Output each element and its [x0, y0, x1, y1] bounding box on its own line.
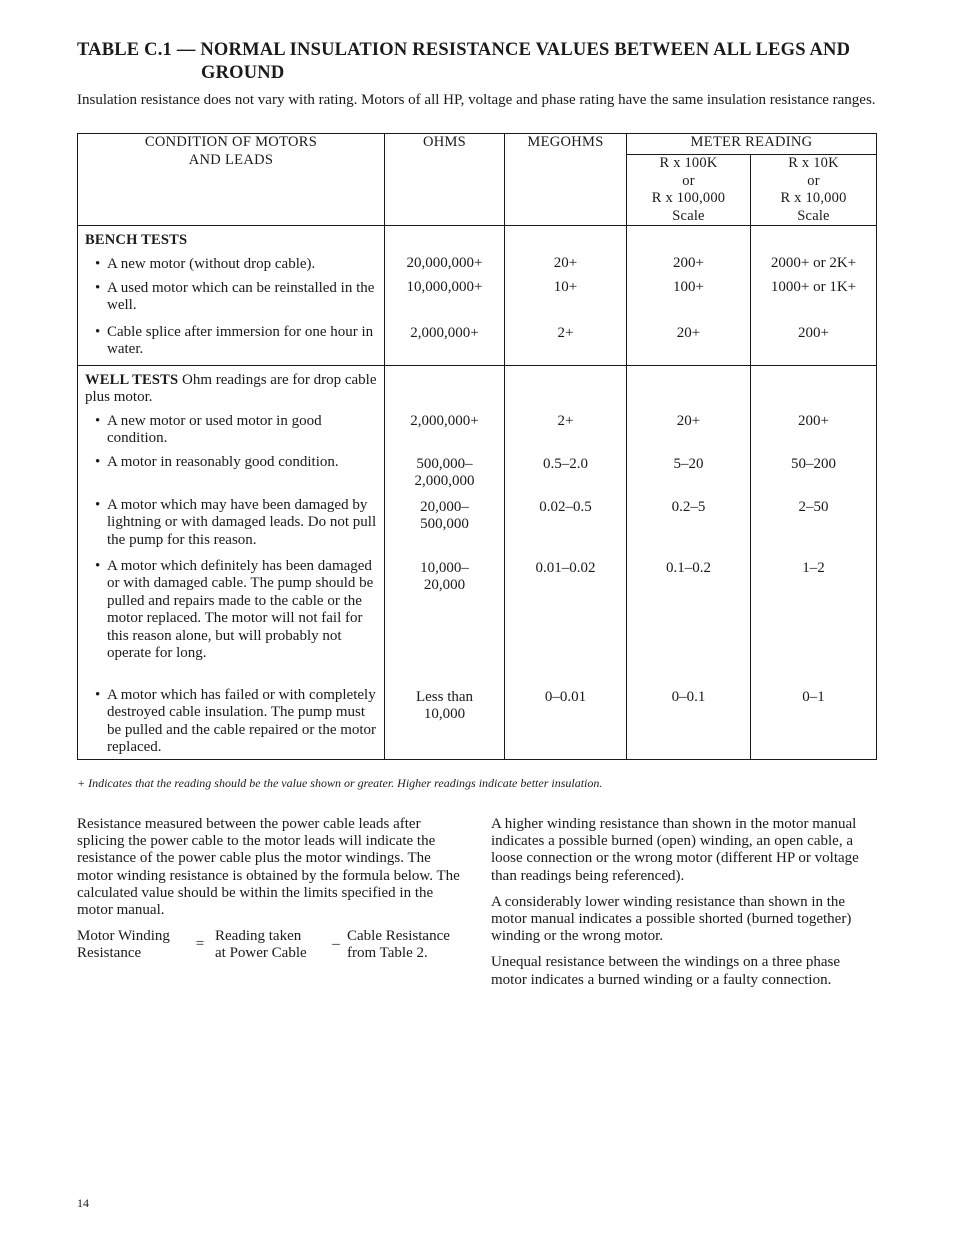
header-r100k-line4: Scale — [672, 207, 705, 224]
value-cell: 10+ — [553, 279, 578, 295]
well-item: • A motor which may have been damaged by lightning or with damaged leads. Do not pull the pump for this reason. — [95, 496, 377, 548]
right-column — [491, 816, 877, 998]
bench-ohms-cell — [385, 226, 505, 366]
value-cell: 2000+ or 2K+ — [770, 255, 857, 271]
well-item: • A motor in reasonably good condition. — [95, 453, 339, 470]
value-cell: 0.5–2.0 — [543, 455, 588, 472]
value-cell: 0–0.1 — [671, 688, 706, 705]
right-paragraph: A considerably lower winding resistance than shown in the motor manual indicates a possible shorted (burned together) winding or the wrong motor. — [491, 893, 852, 945]
value-cell: 2+ — [557, 412, 574, 429]
value-cell: 0.2–5 — [671, 498, 706, 515]
bench-r100k-cell — [627, 226, 751, 366]
value-cell: 100+ — [673, 279, 704, 295]
header-r100k-line1: R x 100K — [659, 155, 718, 171]
bench-conditions-cell — [78, 226, 385, 366]
value-cell: 50–200 — [791, 455, 836, 472]
well-item: • A new motor or used motor in good condition. — [95, 412, 322, 446]
value-cell: 20,000,000+ — [406, 255, 483, 271]
header-r10k-line1: R x 10K — [788, 155, 839, 171]
bench-megohms-cell — [505, 226, 627, 366]
value-cell: 200+ — [798, 325, 829, 341]
bench-tests-title: BENCH TESTS — [85, 232, 188, 248]
value-cell: 20,000–500,000 — [420, 498, 469, 532]
value-cell: 2+ — [557, 325, 574, 341]
value-cell: 2,000,000+ — [410, 325, 479, 341]
value-cell: 200+ — [673, 255, 704, 271]
header-r10k-line2: or — [807, 172, 820, 189]
table-title-line2: GROUND — [201, 63, 285, 83]
well-tests-subtitle: Ohm readings are for drop cable plus motor. — [85, 371, 377, 405]
header-r10k-line4: Scale — [797, 207, 830, 224]
value-cell: 5–20 — [673, 455, 704, 472]
bench-r10k-cell — [751, 226, 877, 366]
insulation-resistance-table — [77, 133, 877, 760]
formula-term-cable: Cable Resistance from Table 2. — [347, 928, 450, 962]
table-title-line1: TABLE C.1 — NORMAL INSULATION RESISTANCE VALUES BETWEEN ALL LEGS AND — [77, 40, 851, 60]
value-cell: 500,000–2,000,000 — [414, 455, 475, 489]
value-cell: 1000+ or 1K+ — [770, 279, 857, 295]
header-r100k — [627, 155, 751, 226]
well-tests-title: WELL TESTS — [85, 371, 179, 388]
value-cell: 20+ — [676, 325, 701, 341]
formula-term-reading: Reading taken at Power Cable — [215, 928, 307, 962]
well-r10k-cell — [751, 365, 877, 759]
table-footnote: + Indicates that the reading should be the value shown or greater. Higher readings indicate better insulation. — [77, 776, 603, 790]
well-megohms-cell — [505, 365, 627, 759]
value-cell: 0.1–0.2 — [666, 559, 711, 576]
header-condition-line2: AND LEADS — [188, 151, 274, 168]
bench-item: • A used motor which can be reinstalled in the well. — [95, 279, 375, 313]
header-condition — [78, 134, 385, 226]
left-column — [77, 816, 463, 963]
left-paragraph: Resistance measured between the power cable leads after splicing the power cable to the motor leads will indicate the resistance of the power cable plus the motor windings. The motor winding resistance is obtained by the formula below. The calculated value should be within the limits specified in the motor manual. — [77, 816, 460, 919]
value-cell: 1–2 — [802, 559, 825, 576]
value-cell: 10,000,000+ — [406, 279, 483, 295]
value-cell: 2,000,000+ — [410, 412, 479, 429]
header-ohms: OHMS — [385, 134, 505, 226]
value-cell: 0–1 — [802, 688, 825, 705]
value-cell: 200+ — [798, 412, 829, 429]
well-tests-heading — [85, 372, 380, 407]
formula-term-motor-winding: Motor Winding Resistance — [77, 928, 170, 962]
well-r100k-cell — [627, 365, 751, 759]
header-meter-reading: METER READING — [627, 134, 877, 155]
header-condition-line1: CONDITION OF MOTORS — [144, 134, 318, 150]
value-cell: 10,000–20,000 — [420, 559, 469, 593]
well-item: • A motor which definitely has been damaged or with damaged cable. The pump should be pulled and repairs made to the cable or the motor replaced. The motor will not fail for this reason alone, but will probably not operate for long. — [95, 557, 374, 661]
bench-item: • A new motor (without drop cable). — [95, 255, 316, 272]
well-tests-section — [78, 365, 877, 759]
header-megohms: MEGOHMS — [505, 134, 627, 226]
header-r10k-line3: R x 10,000 — [780, 190, 847, 206]
formula-equals: = — [195, 936, 205, 953]
header-r10k — [751, 155, 877, 226]
bench-item: • Cable splice after immersion for one hour in water. — [95, 323, 374, 357]
well-conditions-cell — [78, 365, 385, 759]
value-cell: 2–50 — [798, 498, 829, 515]
right-paragraph: A higher winding resistance than shown in the motor manual indicates a possible burned (open) winding, an open cable, a loose connection or the wrong motor (different HP or voltage than readings being referenced). — [491, 816, 859, 884]
value-cell: 0.01–0.02 — [535, 559, 596, 576]
value-cell: 0.02–0.5 — [539, 498, 592, 515]
header-r100k-line3: R x 100,000 — [651, 190, 726, 206]
header-r100k-line2: or — [682, 172, 695, 189]
winding-resistance-formula — [77, 928, 463, 962]
value-cell: Less than 10,000 — [415, 688, 474, 722]
well-item: • A motor which has failed or with completely destroyed cable insulation. The pump must be pulled and the cable repaired or the motor replaced. — [95, 686, 377, 755]
page-number: 14 — [77, 1196, 89, 1210]
value-cell: 20+ — [676, 412, 701, 429]
right-paragraph: Unequal resistance between the windings on a three phase motor indicates a burned winding or a faulty connection. — [491, 954, 841, 988]
bench-tests-section — [78, 226, 877, 366]
intro-text: Insulation resistance does not vary with rating. Motors of all HP, voltage and phase rating have the same insulation resistance ranges. — [77, 92, 876, 108]
table-title — [77, 39, 877, 85]
value-cell: 20+ — [553, 255, 578, 271]
formula-minus: – — [332, 936, 340, 953]
value-cell: 0–0.01 — [544, 688, 587, 705]
well-ohms-cell — [385, 365, 505, 759]
